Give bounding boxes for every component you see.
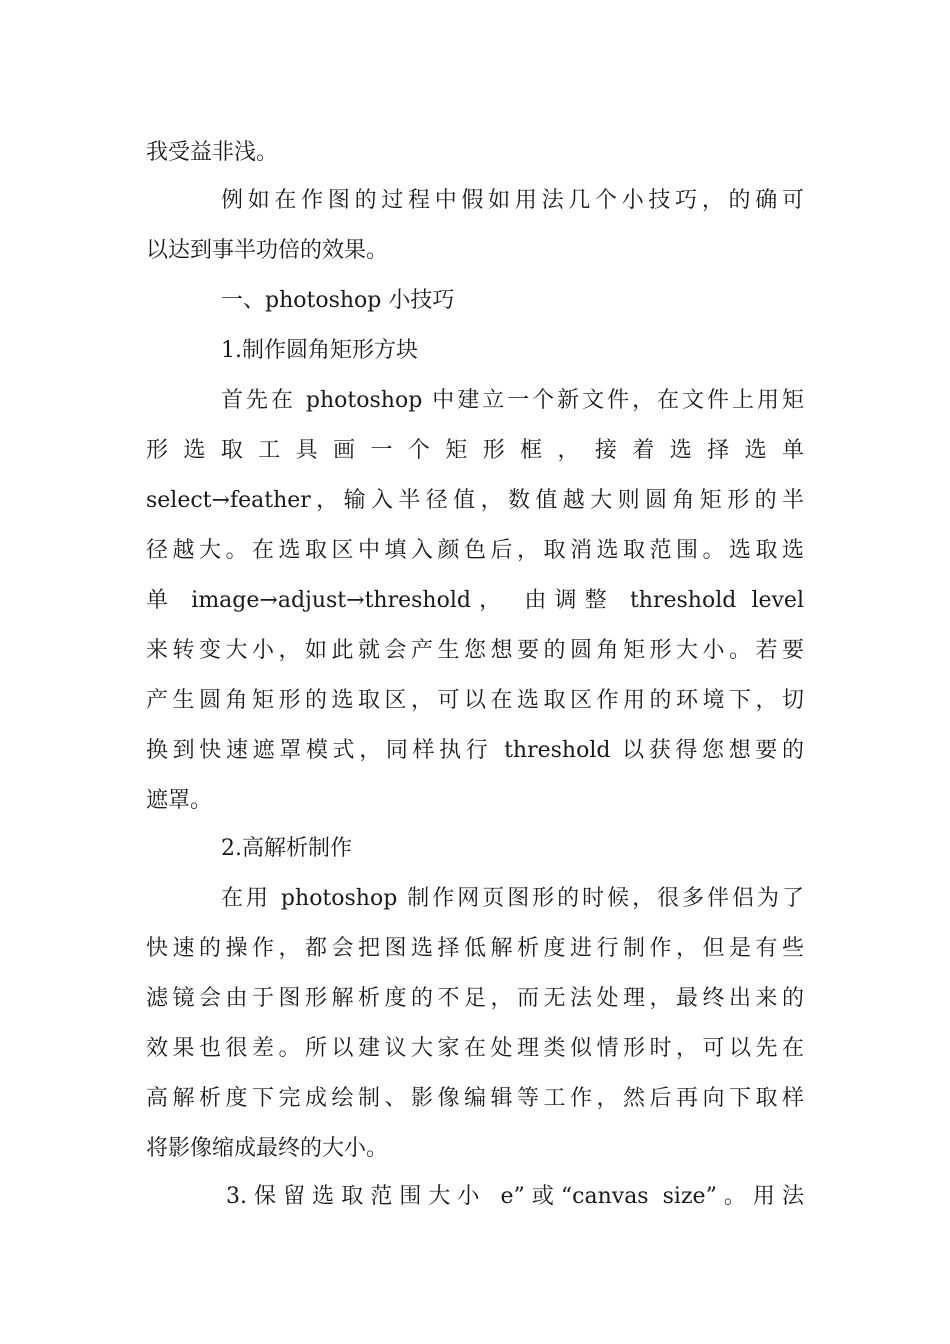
paragraph-line: 首先在 photoshop 中建立一个新文件，在文件上用矩 [221, 388, 804, 413]
paragraph-line: 高解析度下完成绘制、影像编辑等工作，然后再向下取样 [146, 1086, 804, 1111]
paragraph-line: 在用 photoshop 制作网页图形的时候，很多伴侣为了 [221, 886, 804, 911]
paragraph-line: 例如在作图的过程中假如用法几个小技巧，的确可 [221, 188, 804, 213]
subsection-heading: 3.保留选取范围大小 e”或“canvas size”。用法 [226, 1184, 804, 1209]
subsection-heading: 2.高解析制作 [221, 836, 352, 861]
paragraph-line: 效果也很差。所以建议大家在处理类似情形时，可以先在 [146, 1036, 804, 1061]
paragraph-line: 快速的操作，都会把图选择低解析度进行制作，但是有些 [146, 936, 804, 961]
paragraph-line: 形 选 取 工 具 画 一 个 矩 形 框 ， 接 着 选 择 选 单 [146, 438, 804, 463]
section-heading: 一、photoshop 小技巧 [221, 288, 455, 313]
text-line: 将影像缩成最终的大小。 [146, 1136, 389, 1161]
paragraph-line: select→feather，输入半径值，数值越大则圆角矩形的半 [146, 488, 804, 513]
text-line: 以达到事半功倍的效果。 [146, 238, 389, 263]
text-line: 遮罩。 [146, 788, 213, 813]
paragraph-line: 单 image→adjust→threshold， 由调整 threshold level [146, 588, 804, 613]
text-line: 我受益非浅。 [146, 140, 279, 165]
paragraph-line: 径越大。在选取区中填入颜色后，取消选取范围。选取选 [146, 538, 804, 563]
paragraph-line: 滤镜会由于图形解析度的不足，而无法处理，最终出来的 [146, 986, 804, 1011]
paragraph-line: 来转变大小，如此就会产生您想要的圆角矩形大小。若要 [146, 638, 804, 663]
subsection-heading: 1.制作圆角矩形方块 [221, 338, 418, 363]
paragraph-line: 产生圆角矩形的选取区，可以在选取区作用的环境下，切 [146, 688, 804, 713]
paragraph-line: 换到快速遮罩模式，同样执行 threshold 以获得您想要的 [146, 738, 804, 763]
